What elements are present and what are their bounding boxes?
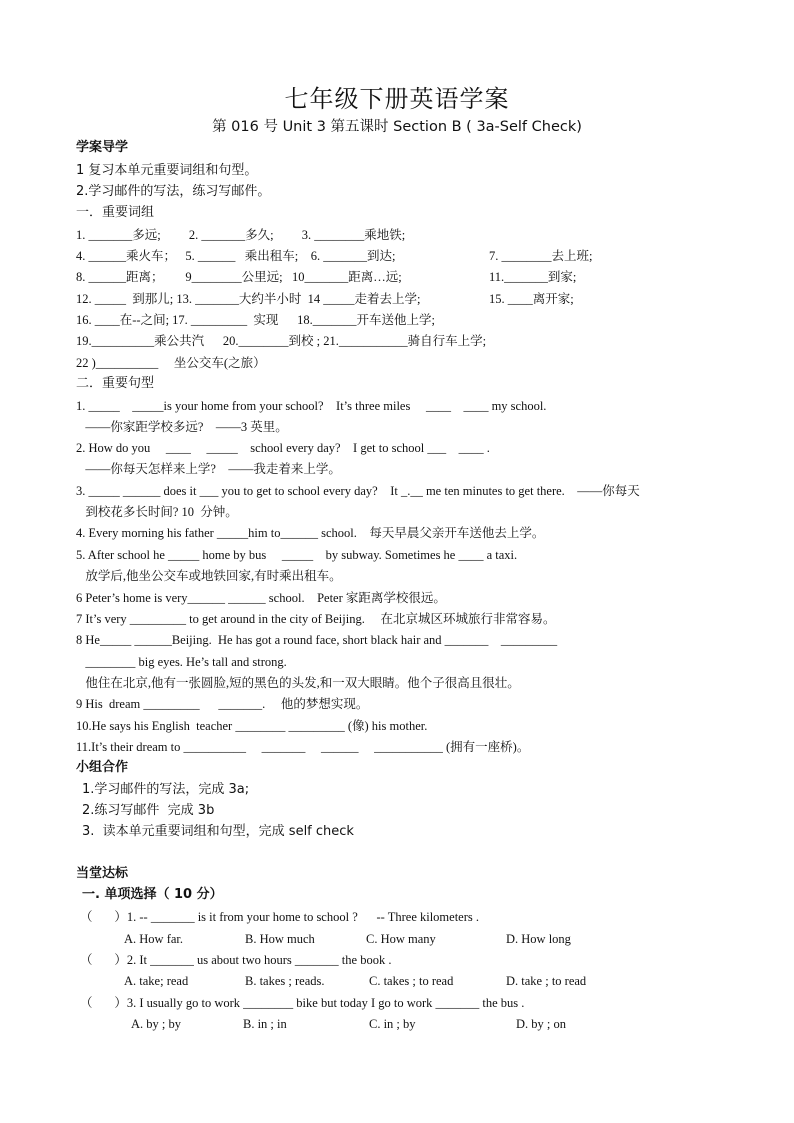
sentence-line: 9 His dream _________ _______. 他的梦想实现。 bbox=[76, 697, 369, 711]
phrase-line: 19.__________乘公共汽 20.________到校 ; 21.___________骑自行车上学; bbox=[76, 334, 487, 348]
phrase-line-right: 7. ________去上班; bbox=[489, 249, 593, 263]
page-subtitle: 第 016 号 Unit 3 第五课时 Section B ( 3a-Self Check) bbox=[212, 119, 582, 135]
question-stem: （ ）1. -- _______ is it from your home to school ? -- Three kilometers . bbox=[80, 910, 480, 924]
group-item: 1.学习邮件的写法，完成 3a; bbox=[82, 782, 250, 797]
question-option: B. in ; in bbox=[243, 1017, 287, 1031]
question-option: A. take; read bbox=[124, 974, 189, 988]
phrases-heading: 一．重要词组 bbox=[76, 205, 155, 220]
sentence-line: 到校花多长时间? 10 分钟。 bbox=[76, 505, 238, 519]
phrase-line: 12. _____ 到那儿; 13. _______大约半小时 14 _____走着去上学; bbox=[76, 292, 421, 306]
sentence-line: ——你家距学校多远? ——3 英里。 bbox=[76, 420, 288, 434]
page-title: 七年级下册英语学案 bbox=[284, 85, 510, 113]
sentence-line: 4. Every morning his father _____him to______ school. 每天早晨父亲开车送他去上学。 bbox=[76, 526, 545, 540]
group-item: 3. 读本单元重要词组和句型，完成 self check bbox=[82, 824, 354, 839]
sentence-line: 7 It’s very _________ to get around in the city of Beijing. 在北京城区环城旅行非常容易。 bbox=[76, 612, 556, 626]
question-stem: （ ）3. I usually go to work ________ bike but today I go to work _______ the bus . bbox=[80, 996, 525, 1010]
phrase-line: 16. ____在--之间; 17. _________ 实现 18._______开车送他上学; bbox=[76, 313, 436, 327]
sentence-line: 1. _____ _____is your home from your school? It’s three miles ____ ____ my school. bbox=[76, 399, 547, 413]
sentence-line: ——你每天怎样来上学? ——我走着来上学。 bbox=[76, 462, 341, 476]
question-option: A. by ; by bbox=[131, 1017, 181, 1031]
sentence-line: 8 He_____ ______Beijing. He has got a round face, short black hair and _______ _________ bbox=[76, 633, 558, 647]
sentence-line: ________ big eyes. He’s tall and strong. bbox=[76, 655, 287, 669]
guide-heading: 学案导学 bbox=[76, 140, 129, 155]
phrase-line: 8. ______距离； 9________公里远; 10_______距离…远; bbox=[76, 270, 402, 284]
group-item: 2.练习写邮件 完成 3b bbox=[82, 803, 215, 818]
phrase-line-right: 15. ____离开家; bbox=[489, 292, 574, 306]
guide-item: 1 复习本单元重要词组和句型。 bbox=[76, 163, 258, 178]
sentence-line: 6 Peter’s home is very______ ______ school. Peter 家距离学校很远。 bbox=[76, 591, 446, 605]
question-option: D. by ; on bbox=[516, 1017, 566, 1031]
sentence-line: 放学后,他坐公交车或地铁回家,有时乘出租车。 bbox=[76, 569, 342, 583]
classwork-heading: 当堂达标 bbox=[76, 866, 129, 881]
question-option: D. How long bbox=[506, 932, 571, 946]
sentence-line: 5. After school he _____ home by bus _____ by subway. Sometimes he ____ a taxi. bbox=[76, 548, 518, 562]
group-heading: 小组合作 bbox=[76, 760, 129, 775]
sentence-line: 2. How do you ____ _____ school every day? I get to school ___ ____ . bbox=[76, 441, 490, 455]
sentence-line: 3. _____ ______ does it ___ you to get to school every day? It _.__ me ten minutes to get there. ——你每天 bbox=[76, 484, 640, 498]
question-stem: （ ）2. It _______ us about two hours _______ the book . bbox=[80, 953, 392, 967]
sentence-line: 10.He says his English teacher ________ _________ (像) his mother. bbox=[76, 719, 428, 733]
sentence-line: 11.It’s their dream to __________ _______ ______ ___________ (拥有一座桥)。 bbox=[76, 740, 530, 754]
question-option: A. How far. bbox=[124, 932, 184, 946]
question-option: C. in ; by bbox=[369, 1017, 416, 1031]
question-option: B. takes ; reads. bbox=[245, 974, 325, 988]
classwork-subheading: 一. 单项选择（ 10 分） bbox=[82, 887, 223, 902]
question-option: C. How many bbox=[366, 932, 436, 946]
phrase-line-right: 11._______到家; bbox=[489, 270, 577, 284]
sentences-heading: 二．重要句型 bbox=[76, 376, 155, 391]
question-option: D. take ; to read bbox=[506, 974, 587, 988]
question-option: B. How much bbox=[245, 932, 315, 946]
phrase-line: 4. ______乘火车； 5. ______ 乘出租车; 6. _______到达; bbox=[76, 249, 396, 263]
phrase-line: 1. _______多远; 2. _______多久; 3. ________乘地铁; bbox=[76, 228, 406, 242]
question-option: C. takes ; to read bbox=[369, 974, 454, 988]
sentence-line: 他住在北京,他有一张圆脸,短的黑色的头发,和一双大眼睛。他个子很高且很壮。 bbox=[76, 676, 520, 690]
guide-item: 2.学习邮件的写法，练习写邮件。 bbox=[76, 184, 271, 199]
phrase-line: 22 )__________ 坐公交车(之旅） bbox=[76, 356, 266, 370]
